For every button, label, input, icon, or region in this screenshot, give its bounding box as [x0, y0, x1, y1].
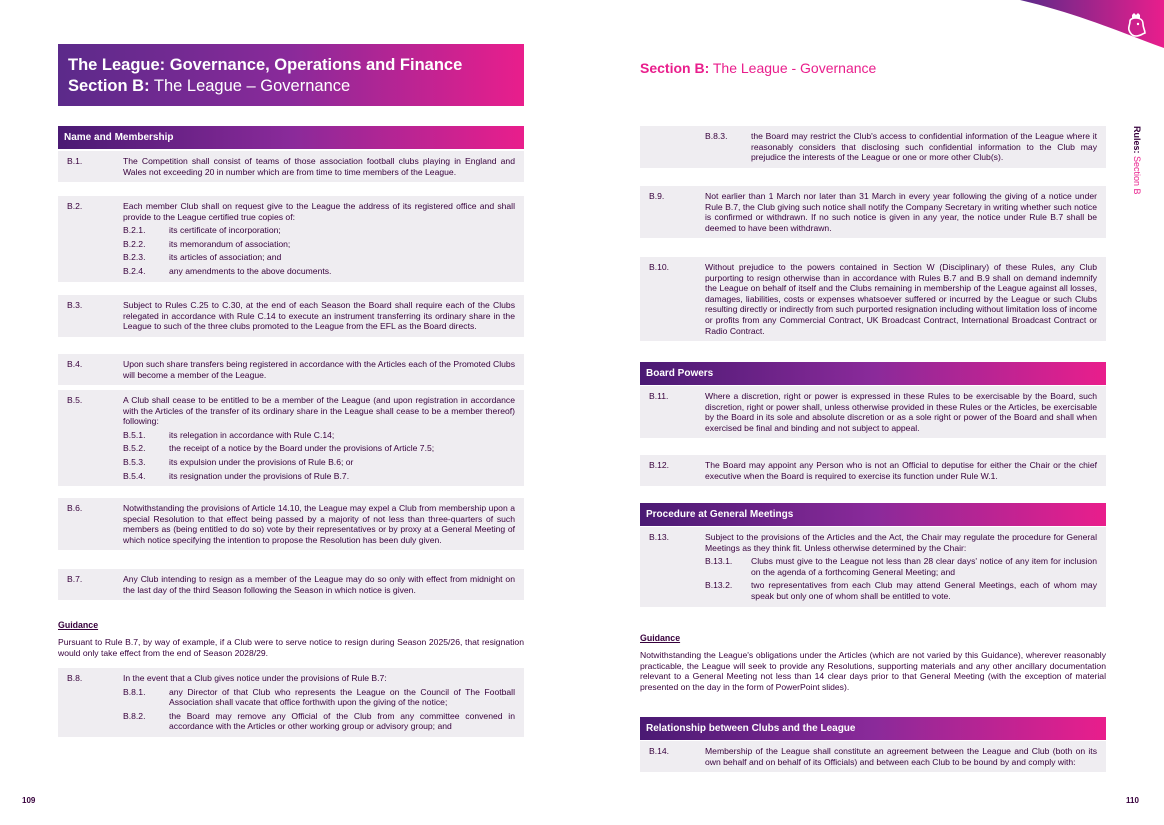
rule-b8-1: B.8.1. any Director of that Club who represents the League on the Council of The Football Association shall vacate that office forthwith upon the giving of the notice;: [123, 686, 515, 708]
heading-relationship: Relationship between Clubs and the League: [640, 717, 1106, 740]
rule-b14: B.14. Membership of the League shall constitute an agreement between the League and Club (both on its own behalf and on behalf of its Officials) and between each Club to be bound by and comply with:: [640, 741, 1106, 772]
rule-b5-1: B.5.1. its relegation in accordance with Rule C.14;: [123, 429, 335, 440]
rule-b1: B.1. The Competition shall consist of teams of those association football clubs playing in England and Wales not exceeding 20 in number which are from time to time members of the League.: [58, 151, 524, 182]
rule-b8-3: B.8.3. the Board may restrict the Club's access to confidential information of the League where it reasonably considers that disclosing such confidential information to the Club may prejudice the interests of the League or one or more other Club(s).: [640, 126, 1106, 168]
heading-name-membership: Name and Membership: [58, 126, 524, 149]
section-header: Section B: The League - Governance: [640, 60, 877, 76]
rule-b5: B.5. A Club shall cease to be entitled to be a member of the League (and upon registration in accordance with the Articles of the transfer of its ordinary share in the League shall cease to be a member thereof) following: B.5.1. its relegation in accordance with Rule C.14; B.5.2. the receipt of a notice by the Board under the provisions of Article 7.5; B.5.3. its expulsion under the provisions of Rule B.6; or B.5.4. its resignation under the provisions of Rule B.7.: [58, 390, 524, 486]
premier-league-lion-icon: [1124, 12, 1148, 38]
rule-b13-1: B.13.1. Clubs must give to the League not less than 28 clear days' notice of any item for inclusion on the agenda of a forthcoming General Meeting; and: [705, 556, 1097, 577]
rule-b8-2: B.8.2. the Board may remove any Official of the Club from any committee convened in accordance with the Articles or other working group or advisory group; and: [123, 710, 515, 732]
rule-b7: B.7. Any Club intending to resign as a member of the League may do so only with effect from midnight on the last day of the third Season following the Season in which notice is given.: [58, 569, 524, 600]
rule-b5-2: B.5.2. the receipt of a notice by the Board under the provisions of Article 7.5;: [123, 443, 435, 454]
rule-b2-4: B.2.4. any amendments to the above documents.: [123, 265, 332, 276]
rule-b12: B.12. The Board may appoint any Person who is not an Official to deputise for either the Chair or the chief executive when the Board is required to exercise its function under Rule W.1.: [640, 455, 1106, 486]
page-number-left: 109: [22, 796, 36, 805]
page-number-right: 110: [1126, 796, 1139, 805]
rule-b2-3: B.2.3. its articles of association; and: [123, 252, 282, 263]
guidance-text-right: Notwithstanding the League's obligations under the Articles (which are not varied by this Guidance), wherever reasonably practicable, the League will seek to provide any Resolutions, supporting materials and any other ancillary documentation relevant to a General Meeting not less than 14 clear days prior to that General Meeting (with the exception of material presented on the day in the form of PowerPoint slides).: [640, 650, 1106, 692]
heading-board-powers: Board Powers: [640, 362, 1106, 385]
right-page: [582, 0, 1164, 825]
heading-general-meetings: Procedure at General Meetings: [640, 503, 1106, 526]
rule-b8: B.8. In the event that a Club gives notice under the provisions of Rule B.7: B.8.1. any Director of that Club who represents the League on the Council of The Football Association shall vacate that office forthwith upon the giving of the notice; B.8.2. the Board may remove any Official of the Club from any committee convened in accordance with the Articles or other working group or advisory group; and: [58, 668, 524, 737]
rule-b6: B.6. Notwithstanding the provisions of Article 14.10, the League may expel a Club from membership upon a special Resolution to that effect being passed by a majority of not less than three-quarters of such members as (being entitled to do so) vote by their representatives or by proxy at a General Meeting of which notice specifying the intention to propose the Resolution has been duly given.: [58, 498, 524, 550]
guidance-text: Pursuant to Rule B.7, by way of example, if a Club were to serve notice to resign during Season 2025/26, that resignation would only take effect from the end of Season 2028/29.: [58, 637, 524, 658]
chapter-title-banner: [58, 44, 524, 106]
rule-b2: B.2. Each member Club shall on request give to the League the address of its registered office and shall provide to the League certified true copies of: B.2.1. its certificate of incorporation; B.2.2. its memorandum of association; B.2.3. its articles of association; and B.2.4. any amendments to the above documents.: [58, 196, 524, 282]
guidance-heading-right: Guidance: [640, 633, 681, 643]
chapter-title: The League: Governance, Operations and Finance: [68, 56, 463, 74]
guidance-heading: Guidance: [58, 620, 99, 630]
rule-b4: B.4. Upon such share transfers being registered in accordance with the Articles each of the Promoted Clubs will become a member of the League.: [58, 354, 524, 385]
rule-b2-2: B.2.2. its memorandum of association;: [123, 238, 291, 249]
rule-b5-3: B.5.3. its expulsion under the provisions of Rule B.6; or: [123, 456, 354, 467]
rule-b3: B.3. Subject to Rules C.25 to C.30, at the end of each Season the Board shall require each of the Clubs relegated in accordance with Rule C.14 to execute an instrument transferring its ordinary share in the League to such of the three clubs promoted to the League from the EFL as the Board directs.: [58, 295, 524, 337]
rule-b11: B.11. Where a discretion, right or power is expressed in these Rules to be exercisable by the Board, such discretion, right or power shall, unless otherwise provided in these Rules or the Articles, be exercisable by the Board in its sole and absolute discretion or as a sole right or power of the Board and shall when exercised be final and binding and not subject to appeal.: [640, 386, 1106, 438]
rule-b10: B.10. Without prejudice to the powers contained in Section W (Disciplinary) of these Rules, any Club purporting to resign otherwise than in accordance with Rules B.7 and B.9 shall on demand indemnify the League on behalf of itself and the Clubs remaining in membership of the League against all losses, damages, liabilities, costs or expenses whatsoever suffered or incurred by the League or such Clubs resulting directly or indirectly from such purported resignation including without limitation loss of income or profits from any Commercial Contract, UK Broadcast Contract, International Broadcast Contract or Radio Contract.: [640, 257, 1106, 341]
rule-b5-4: B.5.4. its resignation under the provisions of Rule B.7.: [123, 470, 350, 481]
rule-b9: B.9. Not earlier than 1 March nor later than 31 March in every year following the giving of a notice under Rule B.7, the Club giving such notice shall notify the Company Secretary in writing whether such notice is confirmed or withdrawn. If no such notice is given in any year, the notice under Rule B.7 shall be deemed to have been withdrawn.: [640, 186, 1106, 238]
rule-b13: B.13. Subject to the provisions of the Articles and the Act, the Chair may regulate the procedure for General Meetings as they think fit. Unless otherwise determined by the Chair: B.13.1. Clubs must give to the League not less than 28 clear days' notice of any item for inclusion on the agenda of a forthcoming General Meeting; and B.13.2. two representatives from each Club may attend General Meetings, each of whom may speak but only one of whom shall be entitled to vote.: [640, 527, 1106, 607]
rule-b13-2: B.13.2. two representatives from each Club may attend General Meetings, each of whom may speak but only one of whom shall be entitled to vote.: [705, 580, 1097, 601]
side-tab-section-b: Rules: Section B: [1132, 126, 1142, 195]
section-title: Section B: The League – Governance: [68, 77, 351, 95]
rule-b2-1: B.2.1. its certificate of incorporation;: [123, 225, 281, 236]
